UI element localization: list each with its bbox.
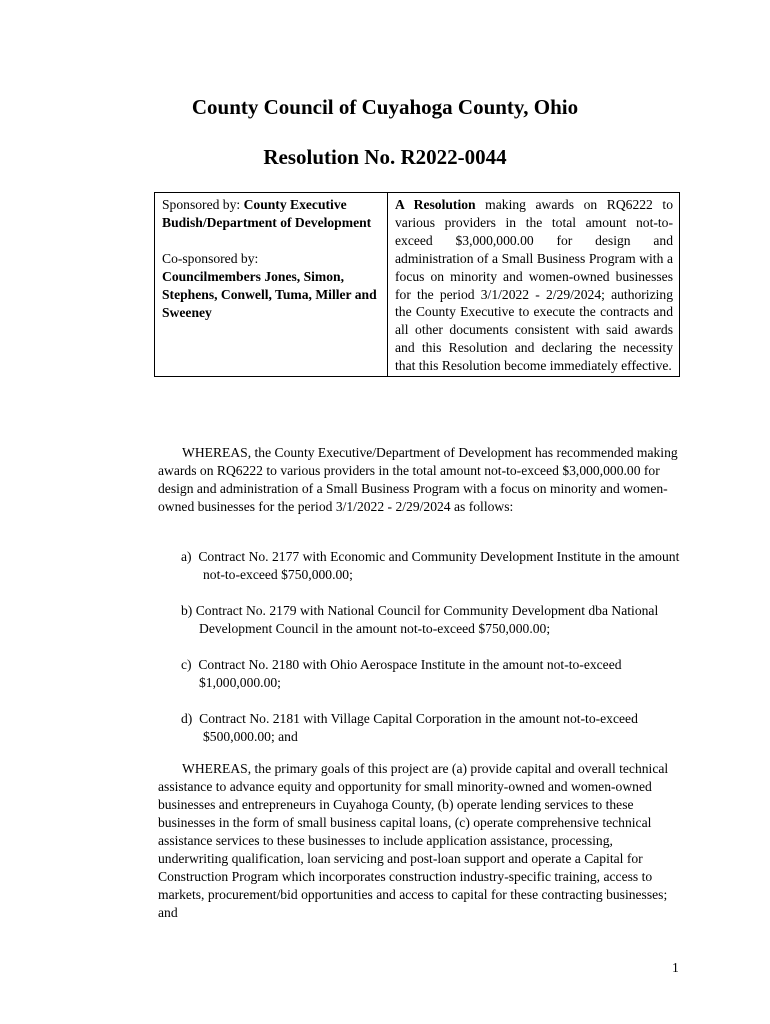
contract-marker-d: d)	[181, 711, 193, 726]
contract-text-b: Contract No. 2179 with National Council for Community Development dba National Development Council in the amount not-to-exceed $750,000.00;	[195, 603, 659, 636]
contract-marker-a: a)	[181, 549, 192, 564]
resolution-summary: making awards on RQ6222 to various providers in the total amount not-to-exceed $3,000,000.00 for design and administration of a Small Business Program with a focus on minority and women-owned businesses for the period 3/1/2022 - 2/29/2024; authorizing the County Executive to execute the contracts and all other documents consistent with said awards and this Resolution and declaring the necessity that this Resolution become immediately effective.	[395, 197, 673, 374]
document-title: County Council of Cuyahoga County, Ohio	[191, 95, 579, 119]
whereas-paragraph-1: WHEREAS, the County Executive/Department of Development has recommended making awards on RQ6222 to various providers in the total amount not-to-exceed $3,000,000.00 for design and administration of a Small Business Program with a focus on minority and women-owned businesses for the period 3/1/2022 - 2/29/2024 as follows:	[158, 445, 678, 514]
sponsored-by-value: County Executive Budish/Department of Development	[162, 197, 372, 230]
sponsor-cell	[155, 193, 388, 377]
resolution-lead: A Resolution	[395, 197, 476, 212]
contract-marker-c: c)	[181, 657, 192, 672]
whereas-paragraph-2: WHEREAS, the primary goals of this project are (a) provide capital and overall technical assistance to advance equity and opportunity for small minority-owned and women-owned businesses and entrepreneurs in Cuyahoga County, (b) operate lending services to these businesses in the form of small business capital loans, (c) operate comprehensive technical assistance services to these businesses to include application assistance, processing, underwriting qualification, loan servicing and post-loan support and operate a Capital for Construction Program which incorporates construction industry-specific training, access to markets, procurement/bid opportunities and access to capital for these contracting businesses; and	[158, 761, 669, 920]
sponsored-by-block	[162, 196, 381, 232]
contract-text-c: Contract No. 2180 with Ohio Aerospace Institute in the amount not-to-exceed $1,000,000.00;	[198, 657, 622, 690]
cosponsored-by-value: Councilmembers Jones, Simon, Stephens, Conwell, Tuma, Miller and Sweeney	[162, 268, 377, 320]
sponsor-table	[154, 192, 680, 377]
contract-item-d	[181, 710, 671, 746]
contract-text-d: Contract No. 2181 with Village Capital Corporation in the amount not-to-exceed $500,000.00; and	[199, 711, 638, 744]
cosponsored-by-label: Co-sponsored by:	[162, 250, 259, 266]
sponsored-by-label: Sponsored by:	[162, 197, 241, 212]
contract-item-b	[181, 602, 671, 638]
contract-item-a	[181, 548, 681, 584]
contract-item-c	[181, 656, 681, 692]
resolution-number: Resolution No. R2022-0044	[263, 145, 507, 169]
contract-marker-b: b)	[181, 603, 193, 618]
contract-text-a: Contract No. 2177 with Economic and Community Development Institute in the amount not-to-exceed $750,000.00;	[198, 549, 680, 582]
page-number: 1	[672, 960, 679, 975]
resolution-summary-cell	[388, 193, 680, 377]
